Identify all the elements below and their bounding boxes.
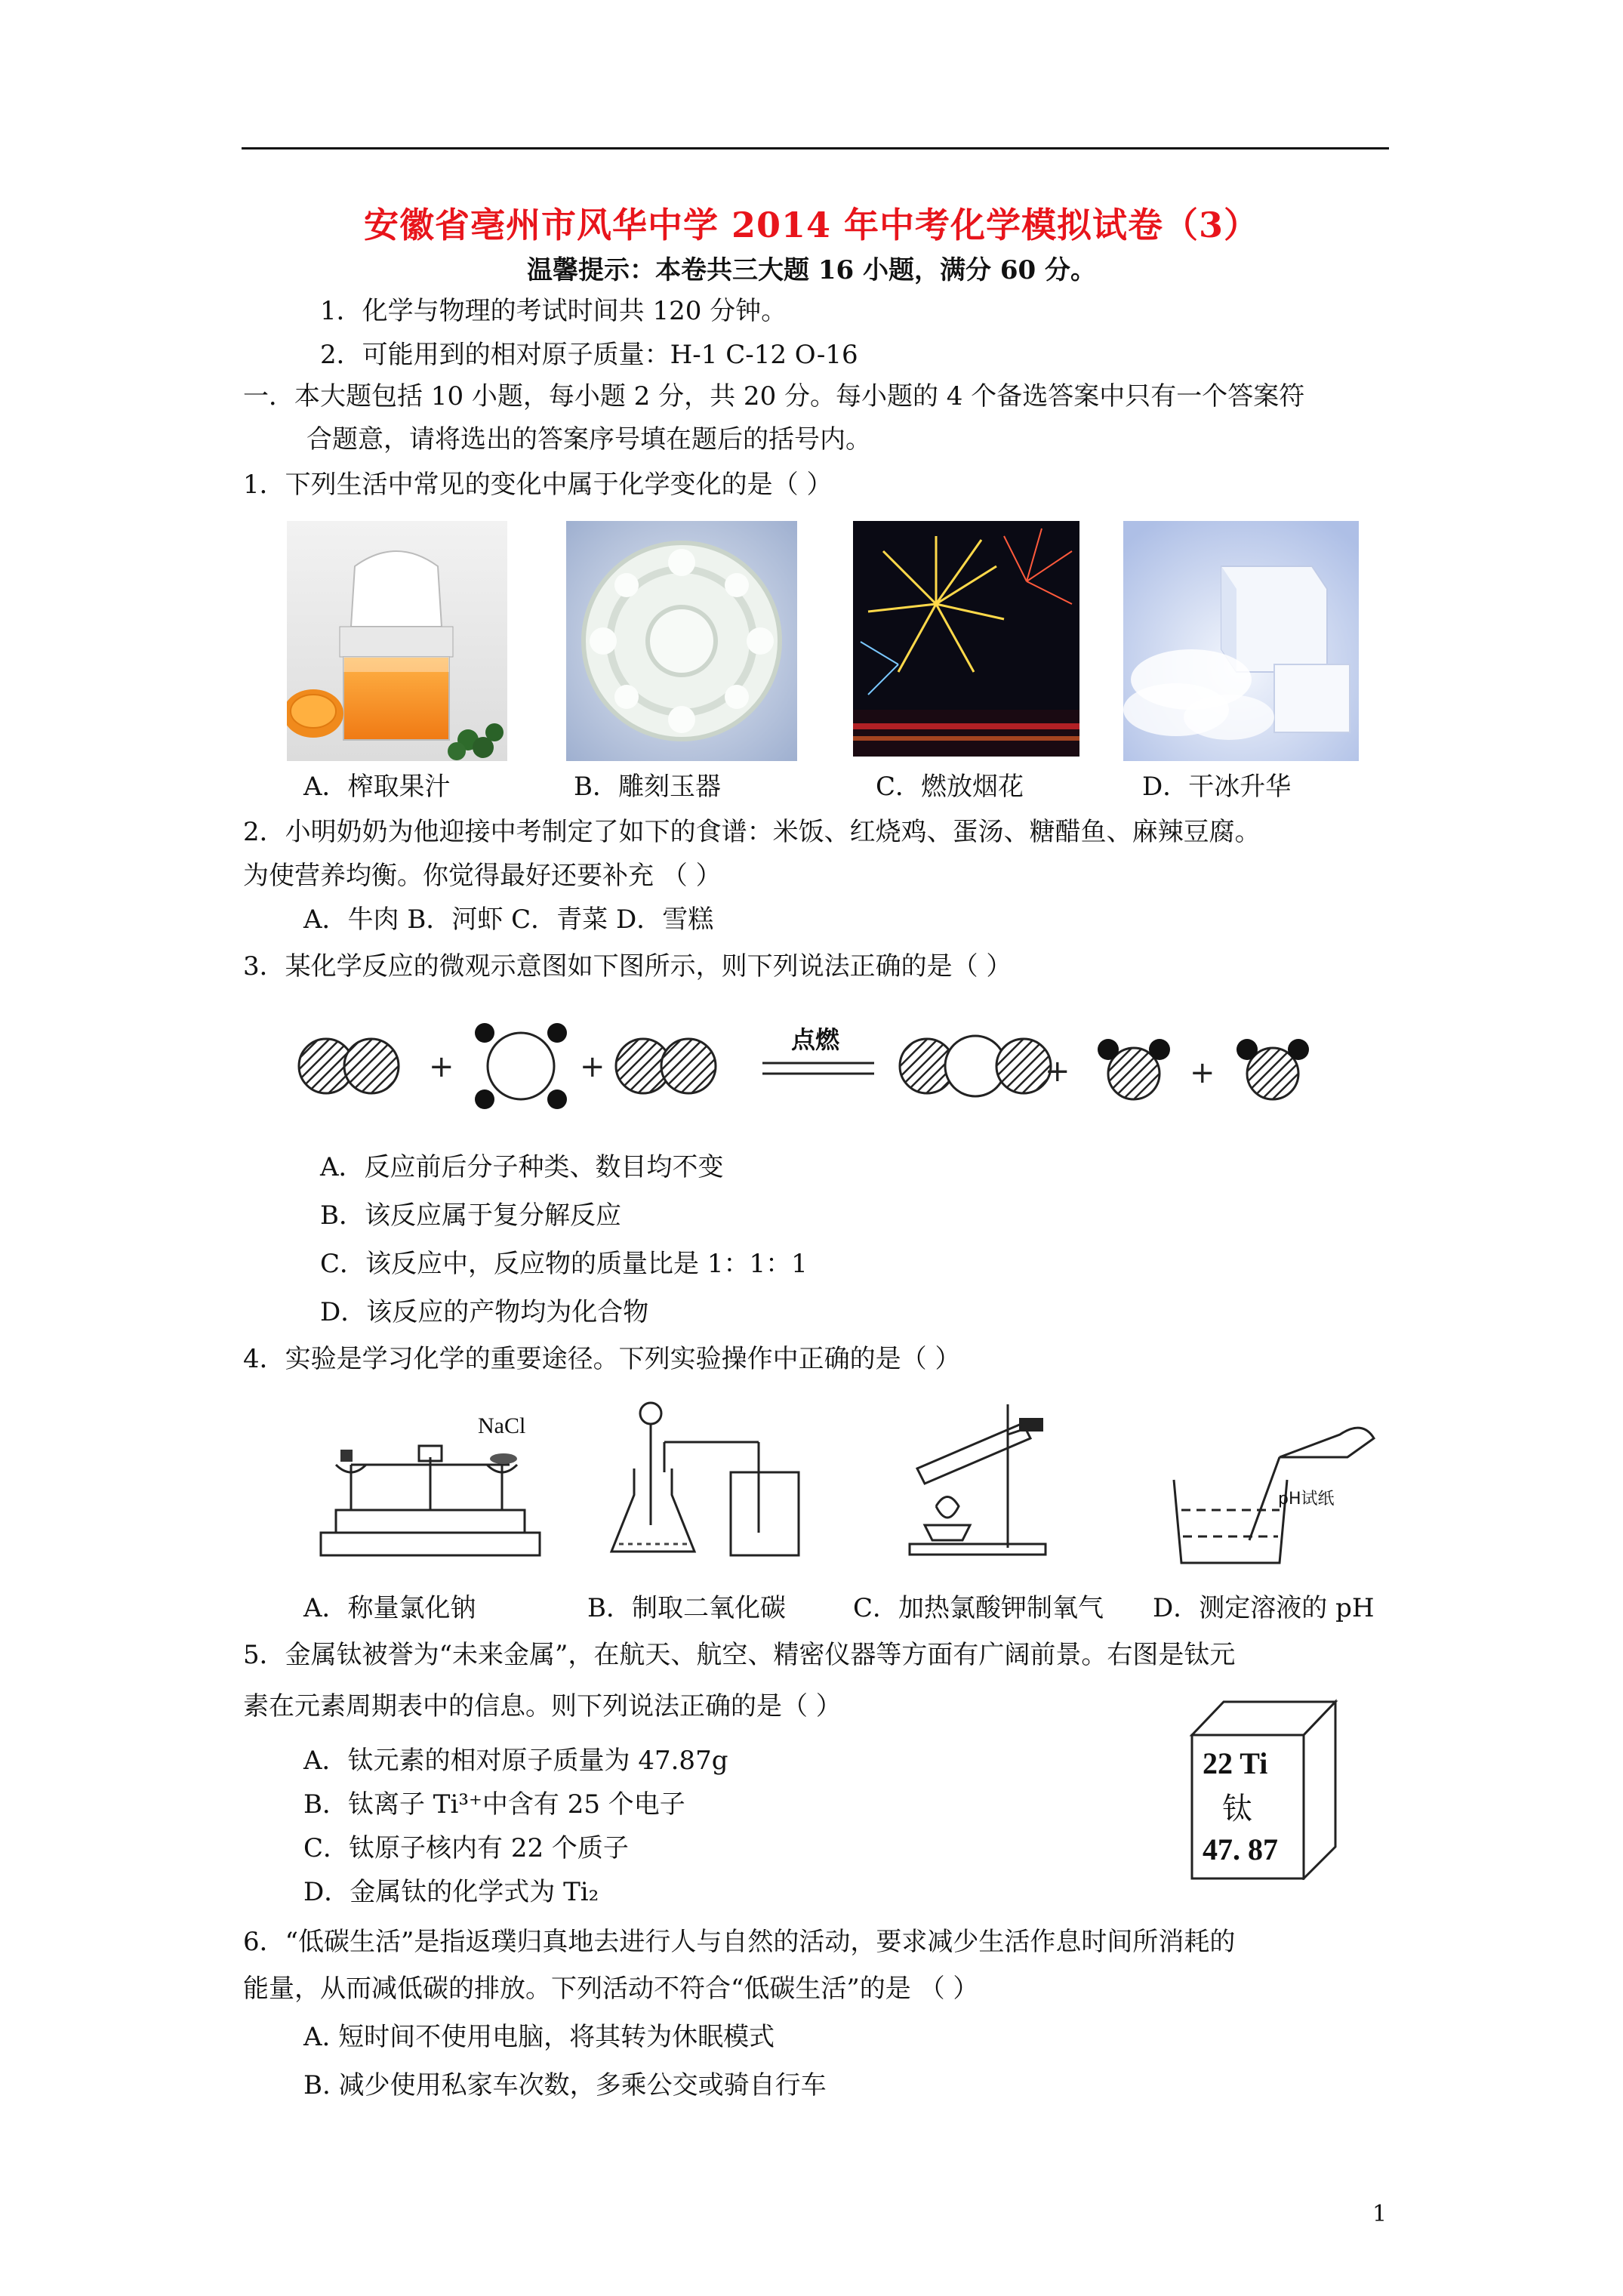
q6-line-1: 6．“低碳生活”是指返璞归真地去进行人与自然的活动，要求减少生活作息时间所消耗的 — [243, 1927, 1236, 1957]
q3-option-d: D．该反应的产物均为化合物 — [320, 1297, 649, 1327]
q5-option-c: C．钛原子核内有 22 个质子 — [303, 1833, 629, 1863]
note-2: 2．可能用到的相对原子质量：H-1 C-12 O-16 — [320, 340, 858, 370]
q2-line-2: 为使营养均衡。你觉得最好还要补充 （ ） — [243, 861, 722, 891]
plus-sign: + — [429, 1049, 454, 1084]
q3-stem: 3．某化学反应的微观示意图如下图所示，则下列说法正确的是（ ） — [243, 951, 1012, 982]
black-atom — [1288, 1039, 1309, 1060]
black-atom — [1149, 1039, 1170, 1060]
header-rule — [242, 147, 1389, 149]
black-atom — [547, 1089, 567, 1109]
q3-option-c: C．该反应中，反应物的质量比是 1：1：1 — [320, 1249, 808, 1279]
q6-option-a: A. 短时间不使用电脑，将其转为休眠模式 — [303, 2022, 775, 2052]
plus-sign: + — [580, 1049, 605, 1084]
balance-drawing — [306, 1412, 555, 1570]
q5-line-1: 5．金属钛被誉为“未来金属”，在航天、航空、精密仪器等方面有广阔前景。右图是钛元 — [243, 1640, 1236, 1670]
q6-line-2: 能量，从而减低碳的排放。下列活动不符合“低碳生活”的是 （ ） — [243, 1974, 979, 2004]
q1-option-a: A．榨取果汁 — [303, 772, 451, 802]
q1-option-c: C．燃放烟花 — [876, 772, 1024, 802]
q3-option-a: A．反应前后分子种类、数目均不变 — [320, 1152, 724, 1182]
black-atom — [1236, 1039, 1258, 1060]
q1-option-b: B．雕刻玉器 — [574, 772, 721, 802]
hatched-atom — [344, 1039, 399, 1093]
hatched-atom — [661, 1039, 716, 1093]
element-mass: 47. 87 — [1203, 1832, 1278, 1866]
q4-option-d: D．测定溶液的 pH — [1153, 1593, 1375, 1623]
reaction-condition: 点燃 — [791, 1025, 840, 1054]
q2-line-1: 2．小明奶奶为他迎接中考制定了如下的食谱：米饭、红烧鸡、蛋汤、糖醋鱼、麻辣豆腐。 — [243, 817, 1261, 847]
q3-option-b: B．该反应属于复分解反应 — [320, 1200, 621, 1231]
page-number: 1 — [1372, 2201, 1387, 2227]
q5-option-b: B．钛离子 Ti³⁺中含有 25 个电子 — [303, 1789, 685, 1820]
plus-sign: + — [1045, 1054, 1070, 1089]
plus-sign: + — [1190, 1056, 1215, 1090]
element-name: 钛 — [1222, 1792, 1252, 1826]
dry-ice-photo — [1123, 521, 1359, 761]
titanium-element-box — [1189, 1699, 1338, 1880]
q1-option-d: D．干冰升华 — [1142, 772, 1292, 802]
section-1-line-2: 合题意，请将选出的答案序号填在题后的括号内。 — [306, 424, 871, 455]
q4-option-c: C．加热氯酸钾制氧气 — [853, 1593, 1104, 1623]
jade-carving-photo — [566, 521, 797, 761]
element-number-symbol: 22 Ti — [1203, 1746, 1268, 1780]
fireworks-photo — [853, 521, 1079, 757]
q5-option-d: D．金属钛的化学式为 Ti₂ — [303, 1877, 599, 1907]
reaction-diagram — [294, 1019, 1336, 1117]
q2-options: A．牛肉 B．河虾 C．青菜 D．雪糕 — [303, 905, 714, 935]
black-atom — [1098, 1039, 1119, 1060]
nacl-label: NaCl — [478, 1413, 526, 1438]
ph-test-drawing — [1166, 1412, 1393, 1570]
ph-paper-label: pH试纸 — [1278, 1490, 1335, 1509]
section-1-line-1: 一．本大题包括 10 小题，每小题 2 分，共 20 分。每小题的 4 个备选答案中只有一个答案符 — [243, 381, 1305, 411]
q5-option-a: A．钛元素的相对原子质量为 47.87g — [303, 1746, 728, 1776]
q5-line-2: 素在元素周期表中的信息。则下列说法正确的是（ ） — [243, 1691, 842, 1721]
exam-title: 安徽省亳州市风华中学 2014 年中考化学模拟试卷（3） — [363, 205, 1260, 245]
juicer-photo — [287, 521, 507, 761]
co2-apparatus-drawing — [604, 1397, 815, 1570]
exam-tip: 温馨提示：本卷共三大题 16 小题，满分 60 分。 — [527, 255, 1096, 285]
q1-stem: 1．下列生活中常见的变化中属于化学变化的是（ ） — [243, 470, 833, 500]
note-1: 1．化学与物理的考试时间共 120 分钟。 — [320, 296, 787, 326]
black-atom — [475, 1023, 494, 1043]
q4-option-b: B．制取二氧化碳 — [587, 1593, 786, 1623]
q4-option-a: A．称量氯化钠 — [303, 1593, 476, 1623]
q6-option-b: B. 减少使用私家车次数，多乘公交或骑自行车 — [303, 2070, 827, 2100]
white-atom — [488, 1033, 554, 1099]
black-atom — [547, 1023, 567, 1043]
q4-stem: 4．实验是学习化学的重要途径。下列实验操作中正确的是（ ） — [243, 1344, 961, 1374]
heating-apparatus-drawing — [895, 1397, 1076, 1570]
black-atom — [475, 1089, 494, 1109]
hatched-atom — [996, 1039, 1051, 1093]
